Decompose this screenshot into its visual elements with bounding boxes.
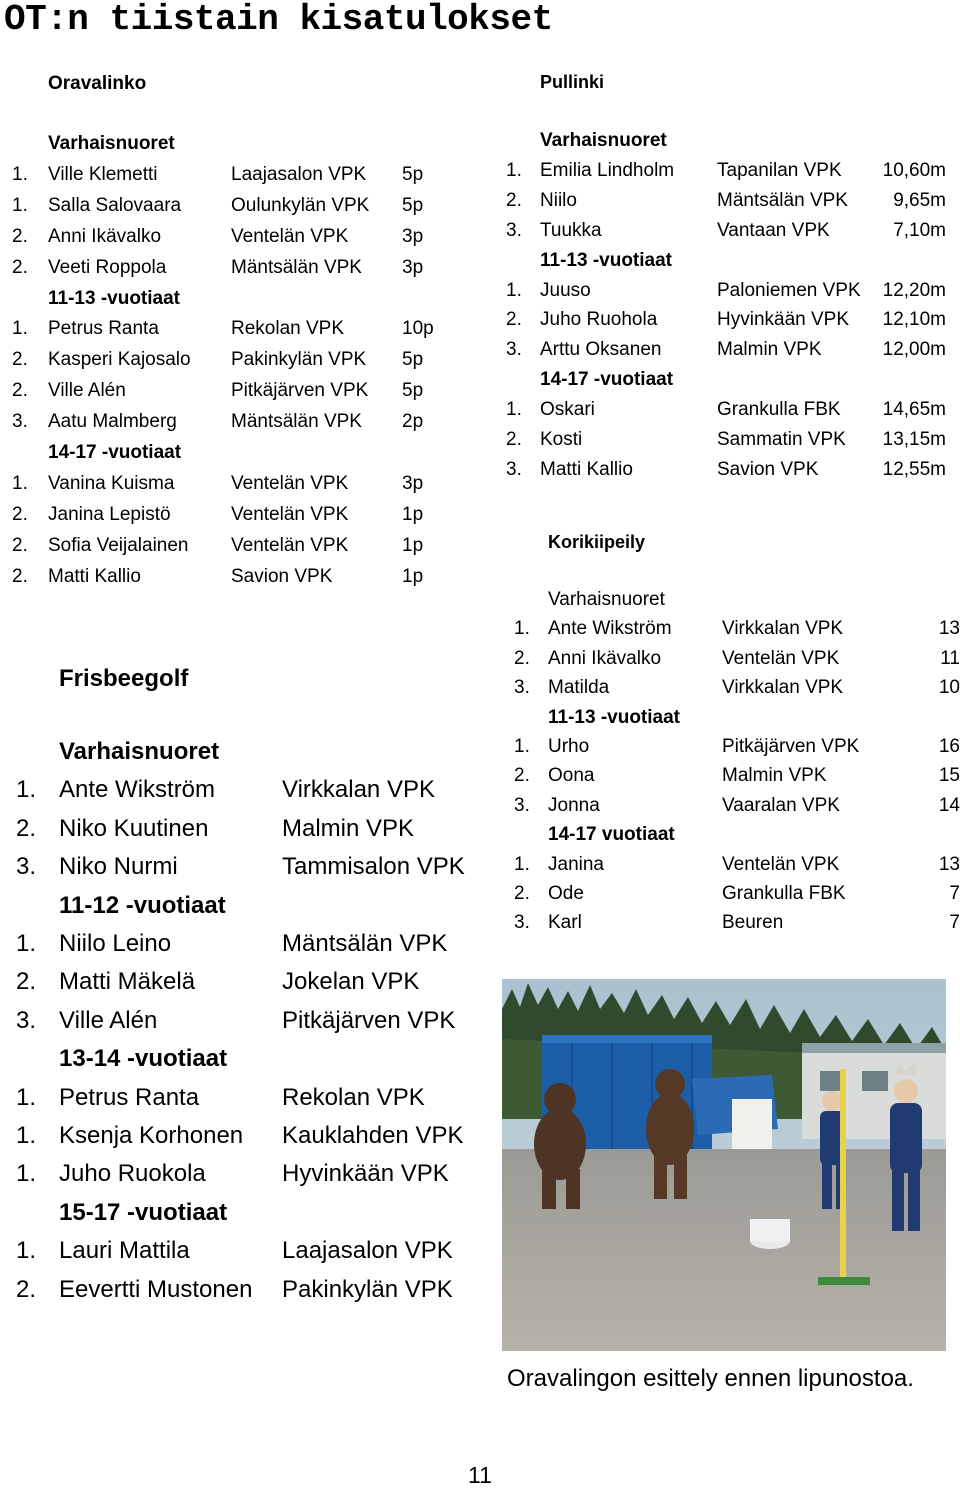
result-team: Pitkäjärven VPK — [231, 380, 369, 402]
result-name: Matti Kallio — [48, 565, 141, 587]
category-heading — [500, 707, 960, 733]
result-score: 16 — [938, 736, 960, 757]
result-rank: 2. — [506, 189, 522, 211]
result-row — [0, 930, 480, 962]
result-score: 14,65m — [882, 399, 946, 421]
result-rank: 2. — [12, 349, 28, 371]
result-score: 7 — [949, 883, 960, 904]
result-team: Malmin VPK — [282, 814, 415, 842]
result-row — [0, 257, 470, 283]
result-score: 7 — [949, 912, 960, 934]
result-name: Jonna — [548, 794, 600, 816]
result-name: Anni Ikävalko — [48, 225, 162, 247]
result-row — [500, 765, 960, 791]
photo-caption: Oravalingon esittely ennen lipunostoa. — [507, 1365, 914, 1392]
result-rank: 1. — [514, 736, 530, 757]
result-team: Mäntsälän VPK — [231, 411, 362, 433]
category-heading — [0, 892, 480, 924]
result-row — [500, 160, 960, 186]
result-name: Juho Ruohola — [540, 309, 658, 331]
result-rank: 2. — [12, 503, 28, 525]
category-label: 11-13 -vuotiaat — [48, 287, 180, 309]
result-row — [0, 1160, 480, 1192]
result-row — [500, 618, 960, 644]
result-team: Rekolan VPK — [231, 318, 345, 340]
result-team: Savion VPK — [231, 565, 333, 587]
result-rank: 3. — [12, 411, 28, 433]
result-name: Ksenja Korhonen — [59, 1122, 244, 1149]
result-rank: 2. — [12, 565, 28, 587]
result-team: Mäntsälän VPK — [717, 189, 848, 211]
category-label: Varhaisnuoret — [548, 589, 665, 610]
category-label: 14-17 -vuotiaat — [540, 369, 674, 391]
result-row — [500, 399, 960, 425]
result-row — [500, 280, 960, 306]
result-rank: 3. — [514, 794, 530, 816]
result-team: Mäntsälän VPK — [231, 256, 362, 278]
result-score: 3p — [402, 472, 424, 494]
result-row — [0, 1122, 480, 1154]
page-number: 11 — [468, 1462, 492, 1488]
result-rank: 1. — [12, 194, 28, 216]
category-heading — [500, 250, 960, 276]
result-score: 12,55m — [882, 458, 946, 480]
result-name: Niko Kuutinen — [59, 814, 209, 842]
result-team: Laajasalon VPK — [282, 1237, 453, 1265]
category-heading — [0, 738, 480, 770]
result-rank: 2. — [12, 225, 28, 247]
result-row — [500, 795, 960, 821]
category-heading — [500, 824, 960, 850]
result-name: Tuukka — [540, 219, 602, 241]
result-score: 3p — [402, 256, 424, 278]
result-team: Grankulla FBK — [722, 883, 846, 904]
category-label: Varhaisnuoret — [59, 738, 220, 765]
result-row — [0, 473, 470, 499]
result-score: 1p — [402, 503, 424, 525]
result-rank: 2. — [12, 380, 28, 402]
result-team: Sammatin VPK — [717, 429, 846, 450]
result-rank: 2. — [506, 309, 522, 331]
result-team: Virkkalan VPK — [722, 677, 844, 699]
result-row — [500, 459, 960, 485]
result-name: Sofia Veijalainen — [48, 534, 189, 556]
result-team: Laajasalon VPK — [231, 163, 367, 185]
result-rank: 3. — [514, 677, 530, 699]
result-rank: 2. — [12, 534, 28, 556]
result-rank: 2. — [506, 429, 522, 450]
result-rank: 1. — [16, 930, 37, 957]
result-name: Urho — [548, 736, 590, 757]
result-team: Pakinkylän VPK — [231, 349, 367, 371]
category-heading — [0, 1045, 480, 1077]
result-score: 2p — [402, 411, 424, 433]
pullinki-title: Pullinki — [540, 72, 605, 92]
result-rank: 1. — [514, 853, 530, 875]
result-score: 12,20m — [882, 279, 946, 301]
result-rank: 2. — [514, 647, 530, 669]
result-score: 15 — [938, 765, 960, 787]
category-label: 11-13 -vuotiaat — [540, 249, 672, 271]
result-rank: 1. — [16, 1083, 37, 1111]
result-team: Virkkalan VPK — [722, 618, 844, 640]
result-team: Beuren — [722, 912, 784, 934]
page-title: OT:n tiistain kisatulokset — [4, 0, 553, 40]
result-rank: 1. — [506, 159, 522, 181]
result-score: 5p — [402, 380, 424, 402]
result-rank: 2. — [16, 814, 37, 842]
result-team: Virkkalan VPK — [282, 776, 435, 804]
oravalinko-results — [0, 133, 470, 603]
result-row — [0, 776, 480, 808]
result-rank: 3. — [506, 458, 522, 480]
result-team: Tapanilan VPK — [717, 159, 842, 181]
result-row — [0, 380, 470, 406]
korikiipeily-title: Korikiipeily — [548, 532, 646, 552]
result-name: Salla Salovaara — [48, 194, 182, 216]
result-rank: 1. — [514, 618, 530, 640]
result-row — [0, 853, 480, 885]
result-row — [500, 883, 960, 909]
result-row — [0, 968, 480, 1000]
result-score: 5p — [402, 194, 424, 216]
result-rank: 3. — [16, 853, 37, 881]
result-rank: 3. — [506, 339, 522, 361]
result-name: Matti Kallio — [540, 458, 633, 480]
category-heading — [500, 589, 960, 615]
result-rank: 1. — [12, 318, 28, 340]
result-name: Veeti Roppola — [48, 256, 167, 278]
result-score: 10p — [402, 318, 434, 340]
result-name: Kosti — [540, 429, 583, 450]
result-rank: 2. — [514, 765, 530, 787]
result-team: Rekolan VPK — [282, 1083, 425, 1111]
result-rank: 2. — [12, 256, 28, 278]
result-team: Hyvinkään VPK — [282, 1160, 449, 1188]
result-row — [0, 1007, 480, 1039]
result-name: Vanina Kuisma — [48, 472, 175, 494]
result-team: Ventelän VPK — [231, 225, 349, 247]
category-heading — [0, 133, 470, 159]
result-team: Oulunkylän VPK — [231, 194, 370, 216]
result-team: Malmin VPK — [722, 765, 827, 787]
result-name: Ante Wikström — [59, 776, 216, 804]
result-rank: 1. — [506, 279, 522, 301]
result-name: Juho Ruokola — [59, 1160, 206, 1188]
category-heading — [0, 442, 470, 468]
result-row — [0, 349, 470, 375]
result-name: Niko Nurmi — [59, 853, 178, 881]
result-name: Aatu Malmberg — [48, 411, 177, 433]
result-team: Ventelän VPK — [722, 647, 840, 669]
result-name: Ode — [548, 883, 584, 904]
result-score: 7,10m — [893, 219, 946, 241]
result-name: Arttu Oksanen — [540, 339, 662, 361]
result-score: 13 — [938, 618, 960, 640]
result-name: Anni Ikävalko — [548, 647, 662, 669]
result-name: Karl — [548, 912, 582, 934]
result-row — [500, 912, 960, 938]
category-label: 11-13 -vuotiaat — [548, 706, 680, 728]
result-team: Savion VPK — [717, 458, 819, 480]
result-team: Ventelän VPK — [231, 472, 349, 494]
event-photo — [502, 979, 946, 1351]
result-row — [500, 309, 960, 335]
result-name: Oona — [548, 765, 595, 787]
category-label: Varhaisnuoret — [540, 130, 667, 151]
result-rank: 1. — [16, 1122, 37, 1149]
result-name: Niilo — [540, 189, 577, 211]
category-label: 13-14 -vuotiaat — [59, 1045, 228, 1073]
category-heading — [500, 130, 960, 156]
result-score: 12,00m — [882, 339, 946, 361]
result-row — [0, 535, 470, 561]
result-name: Emilia Lindholm — [540, 159, 675, 181]
result-name: Ville Alén — [59, 1006, 158, 1034]
result-row — [0, 411, 470, 437]
result-team: Pitkäjärven VPK — [722, 736, 860, 757]
result-team: Ventelän VPK — [231, 534, 349, 556]
korikiipeily-results — [500, 589, 960, 949]
result-name: Matilda — [548, 677, 610, 699]
result-row — [0, 318, 470, 344]
result-team: Ventelän VPK — [231, 503, 349, 525]
result-score: 10,60m — [882, 159, 946, 181]
result-name: Ville Klemetti — [48, 163, 158, 185]
frisbeegolf-title: Frisbeegolf — [59, 665, 189, 692]
result-team: Jokelan VPK — [282, 968, 420, 996]
pullinki-results — [500, 130, 960, 490]
result-team: Malmin VPK — [717, 339, 822, 361]
result-row — [500, 339, 960, 365]
result-rank: 1. — [12, 472, 28, 494]
result-rank: 3. — [506, 219, 522, 241]
result-name: Matti Mäkelä — [59, 968, 196, 996]
result-row — [500, 736, 960, 762]
result-team: Vaaralan VPK — [722, 794, 840, 816]
result-score: 1p — [402, 565, 424, 587]
result-rank: 3. — [16, 1006, 37, 1034]
result-rank: 3. — [514, 912, 530, 934]
result-name: Juuso — [540, 279, 591, 301]
result-score: 10 — [938, 677, 960, 699]
result-score: 14 — [938, 794, 960, 816]
result-row — [0, 1237, 480, 1269]
category-heading — [500, 369, 960, 395]
result-row — [500, 429, 960, 455]
result-rank: 2. — [16, 968, 37, 996]
result-rank: 1. — [506, 399, 522, 421]
category-label: 11-12 -vuotiaat — [59, 891, 226, 919]
result-team: Mäntsälän VPK — [282, 930, 448, 957]
result-team: Kauklahden VPK — [282, 1122, 464, 1149]
result-name: Kasperi Kajosalo — [48, 349, 191, 371]
result-rank: 1. — [16, 1237, 37, 1265]
category-label: 14-17 -vuotiaat — [48, 442, 182, 463]
result-row — [500, 648, 960, 674]
result-row — [0, 504, 470, 530]
result-name: Petrus Ranta — [48, 318, 159, 340]
result-rank: 1. — [16, 776, 37, 804]
result-rank: 1. — [16, 1160, 37, 1188]
result-name: Eevertti Mustonen — [59, 1275, 253, 1303]
oravalinko-title: Oravalinko — [48, 73, 147, 94]
result-team: Pakinkylän VPK — [282, 1275, 453, 1303]
result-team: Hyvinkään VPK — [717, 309, 850, 331]
result-team: Vantaan VPK — [717, 219, 830, 241]
result-name: Ville Alén — [48, 380, 126, 402]
category-label: 15-17 -vuotiaat — [59, 1198, 228, 1226]
result-score: 5p — [402, 349, 424, 371]
result-row — [500, 220, 960, 246]
result-name: Oskari — [540, 399, 595, 421]
result-name: Ante Wikström — [548, 618, 672, 640]
result-row — [500, 677, 960, 703]
category-heading — [0, 288, 470, 314]
result-team: Grankulla FBK — [717, 399, 841, 421]
frisbeegolf-results — [0, 738, 480, 1318]
category-label: Varhaisnuoret — [48, 133, 175, 154]
result-row — [0, 226, 470, 252]
result-team: Tammisalon VPK — [282, 853, 465, 881]
result-name: Janina — [548, 853, 604, 875]
result-name: Lauri Mattila — [59, 1237, 190, 1265]
result-row — [0, 164, 470, 190]
result-team: Pitkäjärven VPK — [282, 1006, 456, 1034]
result-name: Niilo Leino — [59, 930, 172, 957]
result-row — [0, 566, 470, 592]
result-row — [500, 190, 960, 216]
result-score: 11 — [940, 647, 960, 669]
category-heading — [0, 1199, 480, 1231]
result-score: 5p — [402, 163, 424, 185]
result-row — [0, 815, 480, 847]
result-row — [500, 854, 960, 880]
result-team: Paloniemen VPK — [717, 279, 861, 301]
result-row — [0, 195, 470, 221]
result-score: 13,15m — [882, 429, 946, 450]
result-row — [0, 1084, 480, 1116]
result-score: 1p — [402, 534, 424, 556]
result-rank: 2. — [16, 1275, 37, 1303]
result-row — [0, 1276, 480, 1308]
result-name: Janina Lepistö — [48, 503, 171, 525]
result-team: Ventelän VPK — [722, 853, 840, 875]
result-rank: 1. — [12, 163, 28, 185]
category-label: 14-17 vuotiaat — [548, 824, 675, 846]
result-score: 3p — [402, 225, 424, 247]
result-score: 12,10m — [882, 309, 946, 331]
result-rank: 2. — [514, 883, 530, 904]
result-score: 13 — [938, 853, 960, 875]
result-score: 9,65m — [893, 189, 946, 211]
result-name: Petrus Ranta — [59, 1083, 200, 1111]
